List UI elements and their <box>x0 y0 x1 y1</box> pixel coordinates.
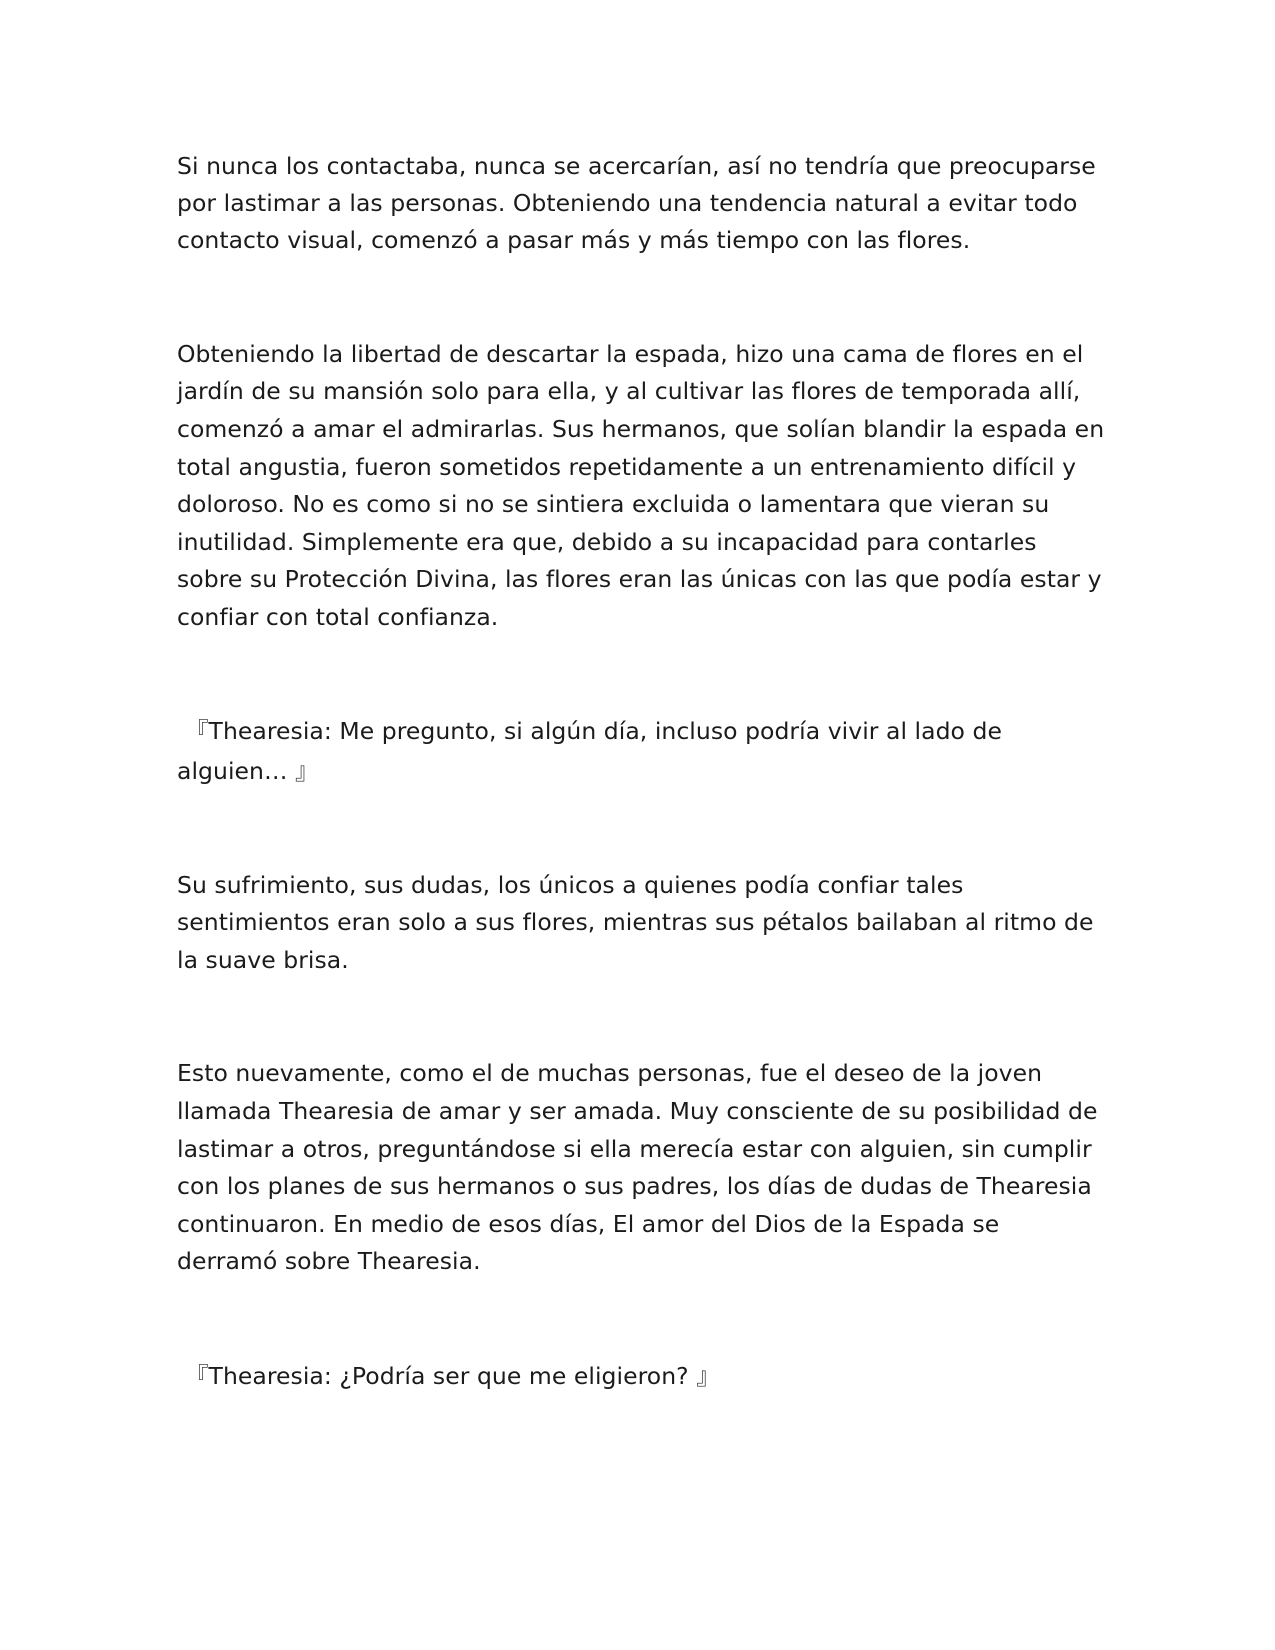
paragraph-5-line-1: Esto nuevamente, como el de muchas personas, fue el deseo de la joven <box>177 1059 1043 1087</box>
paragraph-2-line-1: Obteniendo la libertad de descartar la espada, hizo una cama de flores en el <box>177 340 1084 368</box>
paragraph-2-line-4: total angustia, fueron sometidos repetidamente a un entrenamiento difícil y <box>177 453 1077 481</box>
paragraph-2-line-7: sobre su Protección Divina, las flores eran las únicas con las que podía estar y <box>177 565 1102 593</box>
paragraph-2-line-3: comenzó a amar el admirarlas. Sus hermanos, que solían blandir la espada en <box>177 415 1105 443</box>
paragraph-1-line-2: por lastimar a las personas. Obteniendo una tendencia natural a evitar todo <box>177 189 1078 217</box>
paragraph-2-line-6: inutilidad. Simplemente era que, debido a su incapacidad para contarles <box>177 528 1037 556</box>
paragraph-2-line-8: confiar con total confianza. <box>177 603 499 631</box>
paragraph-5-line-6: derramó sobre Thearesia. <box>177 1247 481 1275</box>
paragraph-4-line-1: Su sufrimiento, sus dudas, los únicos a quienes podía confiar tales <box>177 871 964 899</box>
paragraph-5-line-4: con los planes de sus hermanos o sus padres, los días de dudas de Thearesia <box>177 1172 1092 1200</box>
paragraph-2-line-2: jardín de su mansión solo para ella, y al cultivar las flores de temporada allí, <box>177 377 1081 405</box>
paragraph-5-line-5: continuaron. En medio de esos días, El amor del Dios de la Espada se <box>177 1210 1000 1238</box>
paragraph-1-line-1: Si nunca los contactaba, nunca se acercarían, así no tendría que preocuparse <box>177 152 1096 180</box>
paragraph-2-line-5: doloroso. No es como si no se sintiera excluida o lamentara que vieran su <box>177 490 1050 518</box>
dialogue-2-line-1: 『Thearesia: ¿Podría ser que me eligieron? 』 <box>185 1362 720 1390</box>
paragraph-1-line-3: contacto visual, comenzó a pasar más y más tiempo con las flores. <box>177 226 971 254</box>
paragraph-4-line-3: la suave brisa. <box>177 946 349 974</box>
dialogue-1-line-1: 『Thearesia: Me pregunto, si algún día, incluso podría vivir al lado de <box>185 717 1002 745</box>
dialogue-1-line-2: alguien… 』 <box>177 757 319 785</box>
paragraph-5-line-3: lastimar a otros, preguntándose si ella merecía estar con alguien, sin cumplir <box>177 1135 1092 1163</box>
paragraph-5-line-2: llamada Thearesia de amar y ser amada. Muy consciente de su posibilidad de <box>177 1097 1098 1125</box>
paragraph-4-line-2: sentimientos eran solo a sus flores, mientras sus pétalos bailaban al ritmo de <box>177 908 1094 936</box>
